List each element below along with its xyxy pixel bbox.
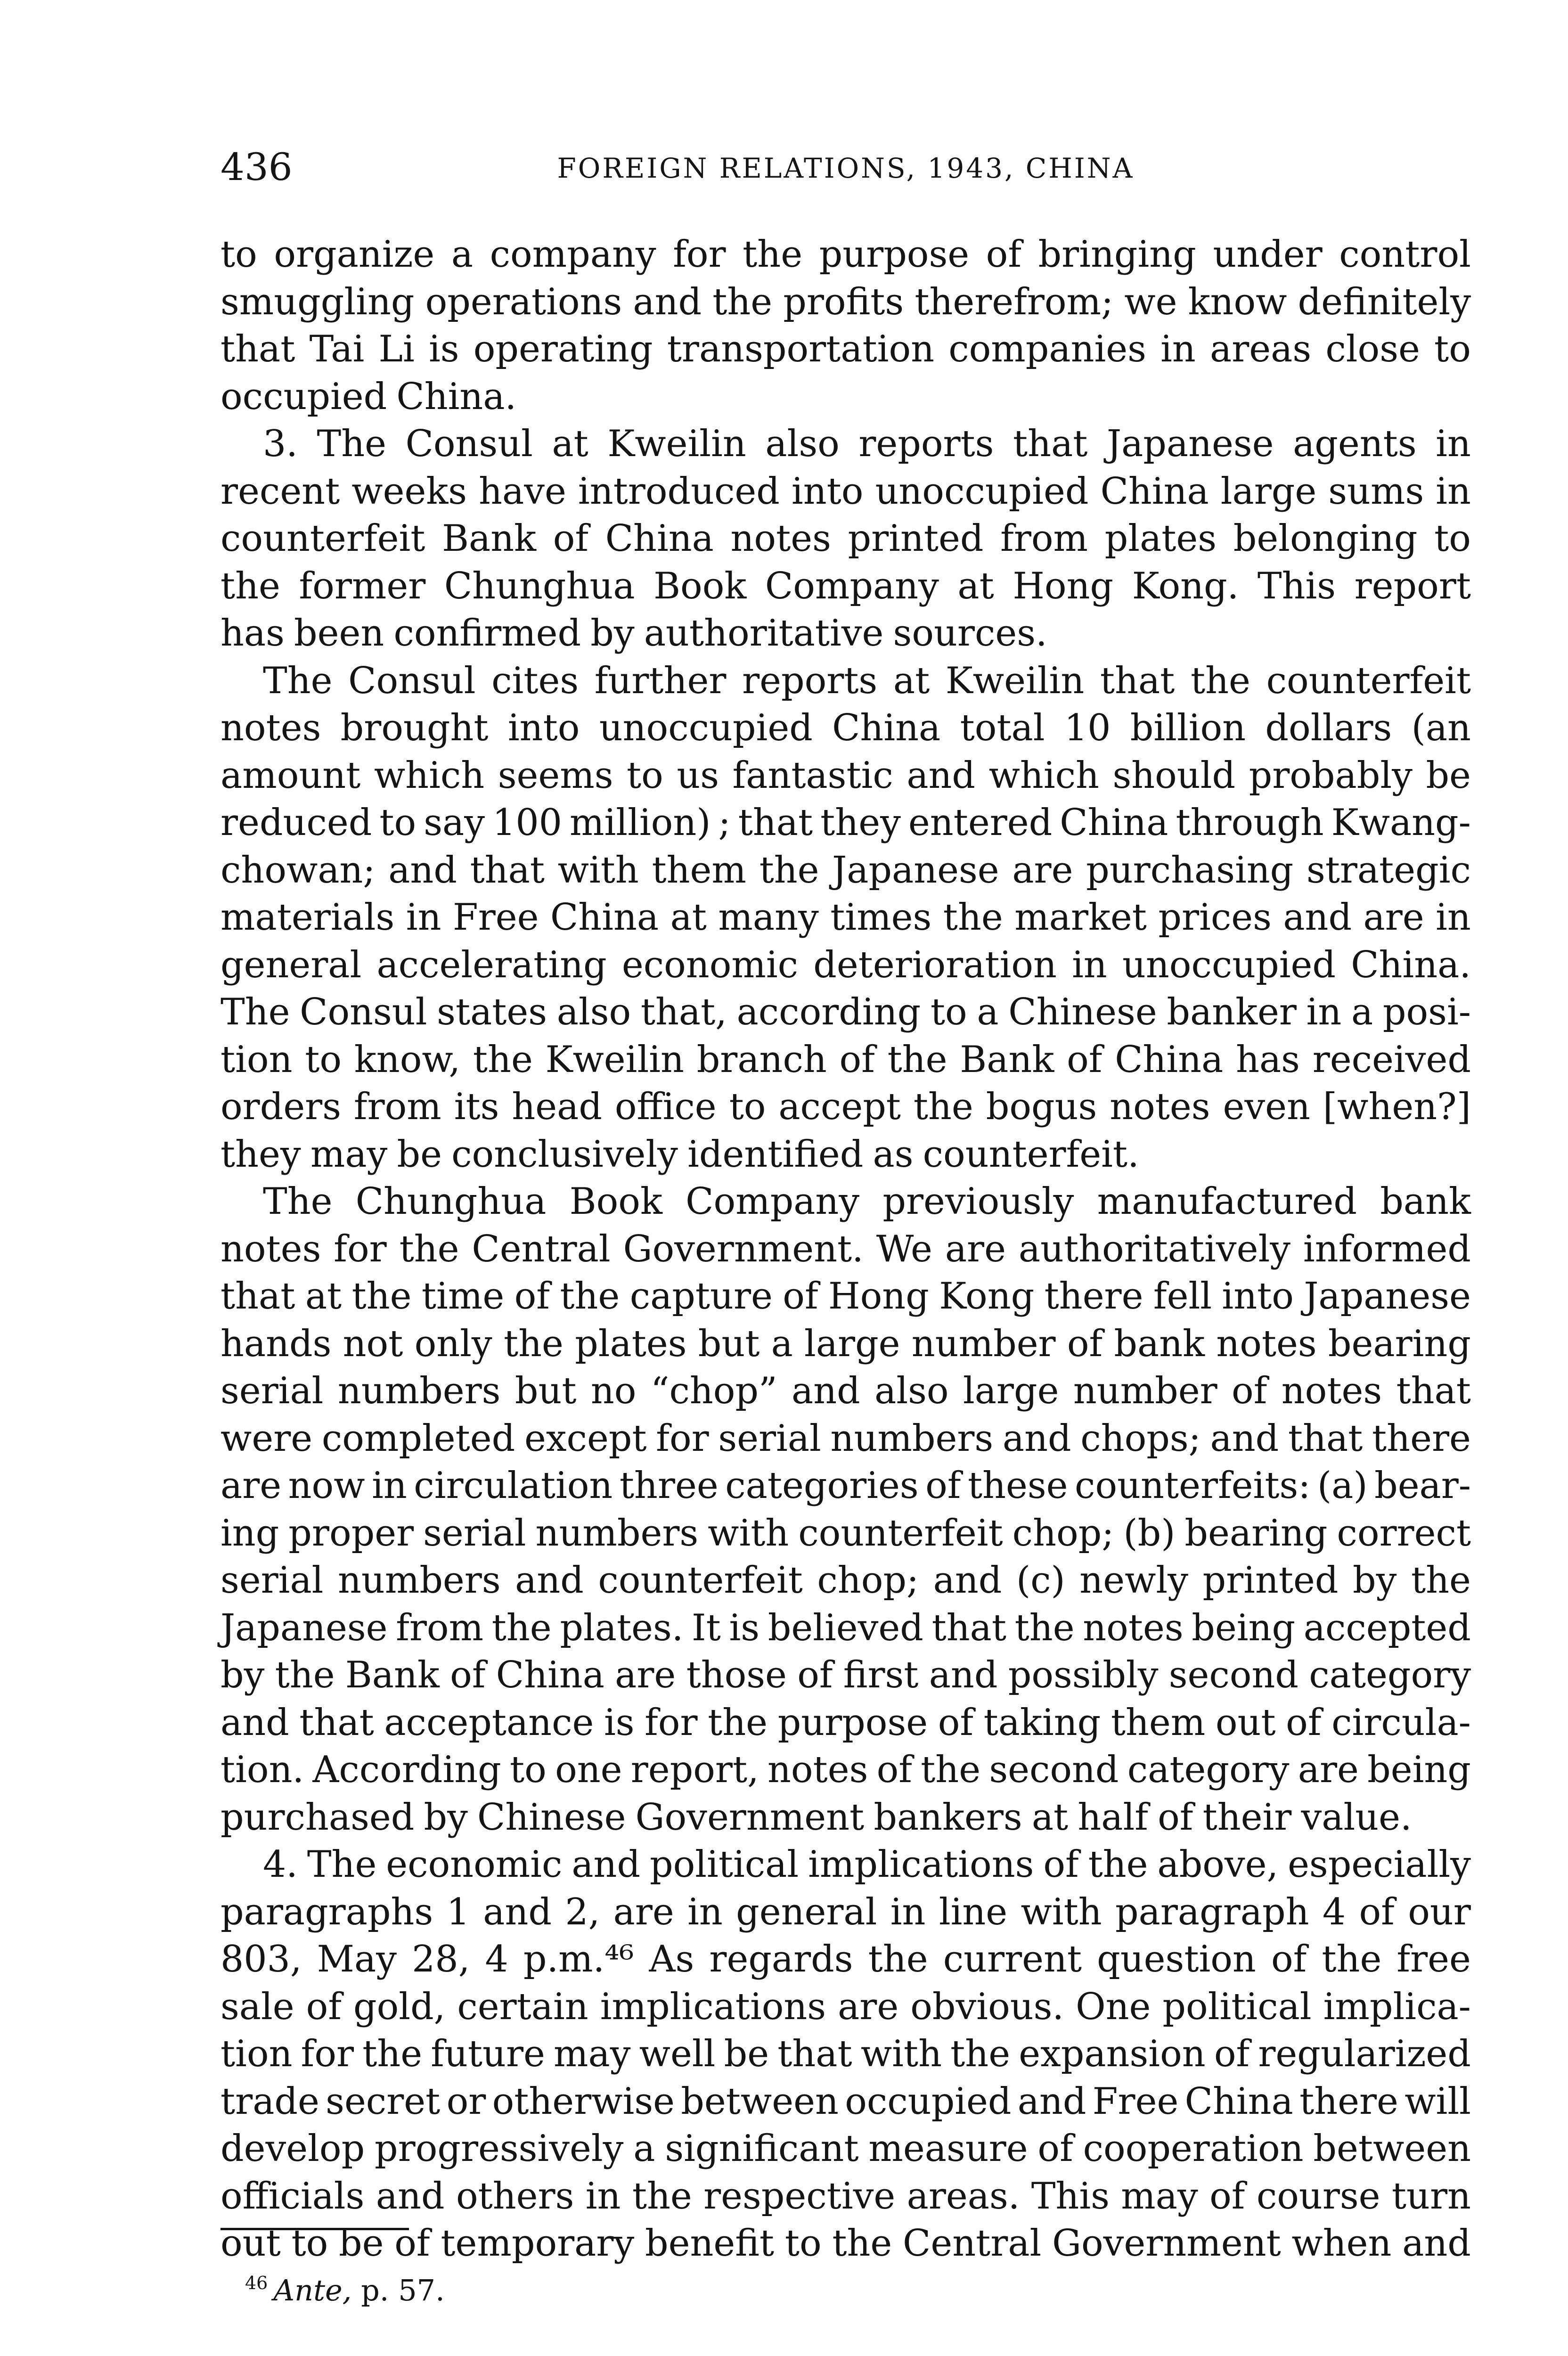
text-line: notes for the Central Government. We are authoritatively informed (220, 1227, 1471, 1270)
text-line: The Consul states also that, according to a Chinese banker in a posi- (220, 991, 1471, 1033)
text-line: 4. The economic and political implications of the above, especially (263, 1843, 1471, 1886)
footnote-text: p. 57. (351, 2273, 445, 2307)
text-line: serial numbers but no “chop” and also large number of notes that (220, 1370, 1471, 1412)
text-line: the former Chunghua Book Company at Hong Kong. This report (220, 564, 1471, 607)
text-line: occupied China. (220, 375, 517, 418)
text-line: 803, May 28, 4 p.m.⁴⁶ As regards the current question of the free (220, 1938, 1471, 1980)
text-line: tion for the future may well be that with the expansion of regularized (220, 2033, 1471, 2075)
text-line: officials and others in the respective areas. This may of course turn (220, 2175, 1471, 2217)
text-line: materials in Free China at many times the market prices and are in (220, 896, 1471, 939)
text-line: were completed except for serial numbers and chops; and that there (220, 1417, 1471, 1460)
text-line: reduced to say 100 million) ; that they entered China through Kwang- (220, 802, 1471, 844)
running-head: FOREIGN RELATIONS, 1943, CHINA (557, 152, 1135, 184)
text-line: develop progressively a significant measure of cooperation between (220, 2127, 1471, 2170)
text-line: notes brought into unoccupied China total 10 billion dollars (an (220, 707, 1471, 749)
text-line: tion. According to one report, notes of the second category are being (220, 1749, 1471, 1791)
page-header (220, 146, 1471, 188)
text-line: amount which seems to us fantastic and which should probably be (220, 754, 1471, 797)
footnote-italic-text: Ante, (273, 2273, 352, 2307)
text-line: sale of gold, certain implications are obvious. One political implica- (220, 1985, 1471, 2028)
page-number: 436 (220, 145, 293, 189)
text-line: that at the time of the capture of Hong Kong there fell into Japanese (220, 1275, 1471, 1317)
text-line: purchased by Chinese Government bankers at half of their value. (220, 1796, 1412, 1839)
text-line: by the Bank of China are those of first and possibly second category (220, 1654, 1471, 1696)
text-line: The Chunghua Book Company previously manufactured bank (263, 1180, 1471, 1223)
text-line: chowan; and that with them the Japanese are purchasing strategic (220, 849, 1471, 892)
footnote-marker: 46 (245, 2273, 268, 2293)
text-line: The Consul cites further reports at Kweilin that the counterfeit (263, 659, 1471, 702)
text-line: out to be of temporary benefit to the Central Government when and (220, 2222, 1471, 2265)
text-line: serial numbers and counterfeit chop; and (c) newly printed by the (220, 1559, 1471, 1602)
text-line: smuggling operations and the profits therefrom; we know definitely (220, 280, 1471, 323)
text-line: Japanese from the plates. It is believed that the notes being accepted (220, 1606, 1471, 1649)
text-line: to organize a company for the purpose of bringing under control (220, 233, 1471, 276)
text-line: counterfeit Bank of China notes printed from plates belonging to (220, 517, 1471, 560)
text-line: tion to know, the Kweilin branch of the Bank of China has received (220, 1038, 1471, 1081)
text-line: 3. The Consul at Kweilin also reports that Japanese agents in (263, 423, 1471, 465)
text-line: that Tai Li is operating transportation companies in areas close to (220, 328, 1471, 370)
text-line: ing proper serial numbers with counterfeit chop; (b) bearing correct (220, 1512, 1471, 1554)
footnote-divider (220, 2228, 409, 2230)
text-line: recent weeks have introduced into unoccupied China large sums in (220, 470, 1471, 513)
text-line: and that acceptance is for the purpose of taking them out of circula- (220, 1701, 1471, 1744)
text-line: has been confirmed by authoritative sources. (220, 612, 1047, 654)
text-line: trade secret or otherwise between occupied and Free China there will (220, 2080, 1471, 2123)
footnote (245, 2264, 445, 2309)
text-line: paragraphs 1 and 2, are in general in line with paragraph 4 of our (220, 1890, 1471, 1933)
text-line: general accelerating economic deterioration in unoccupied China. (220, 943, 1471, 986)
text-line: hands not only the plates but a large number of bank notes bearing (220, 1322, 1471, 1365)
text-line: are now in circulation three categories of these counterfeits: (a) bear- (220, 1464, 1471, 1507)
body-text (220, 231, 1471, 2267)
text-line: orders from its head office to accept the bogus notes even [when?] (220, 1086, 1471, 1128)
text-line: they may be conclusively identified as counterfeit. (220, 1133, 1139, 1176)
